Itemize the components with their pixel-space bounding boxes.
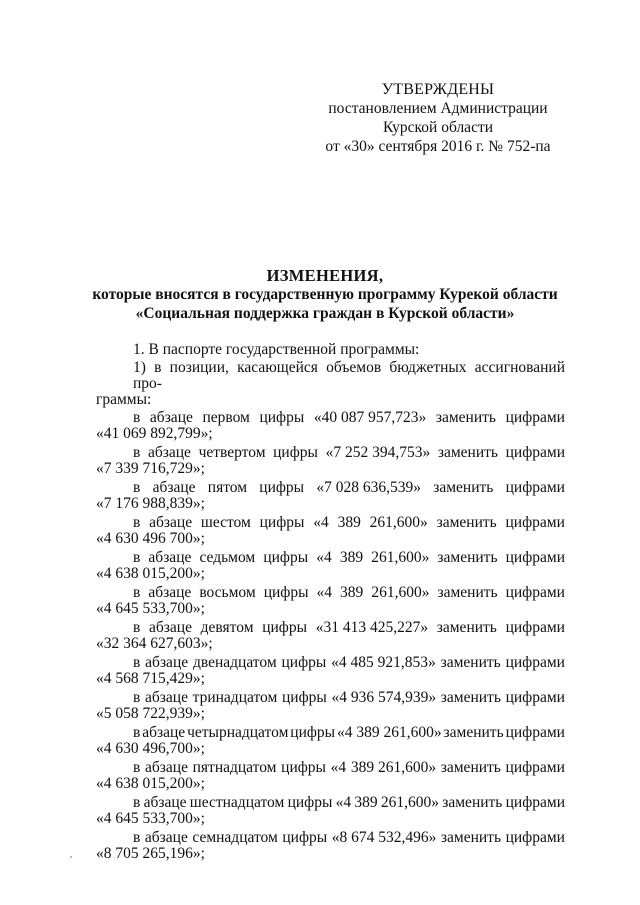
change-item-word: цифры [273,444,318,461]
list-item [96,795,565,827]
change-item-word: 389 [337,514,361,531]
change-item-word: цифрами [505,514,565,531]
change-item-word: в [133,479,141,496]
change-item-word: абзаце [149,514,193,531]
change-item-line [96,480,565,496]
change-item-word: заменить [440,689,501,706]
change-item-word: заменить [443,724,504,741]
change-item-word: двенадцатом [192,654,277,671]
list-item [96,550,565,582]
change-item-word: заменить [437,549,498,566]
list-item [96,585,565,617]
subsection-1-line-2: граммы: [96,391,152,408]
change-item-word: заменить [437,584,498,601]
change-item-word: цифры [281,654,327,671]
approval-line-1: постановлением Администрации [328,100,548,117]
change-item-word: пятнадцатом [192,759,277,776]
title-main: ИЗМЕНЕНИЯ, [266,266,384,285]
change-item-word: в [133,584,141,601]
approval-heading: УТВЕРЖДЕНЫ [381,81,495,98]
change-item-word: абзаце [145,689,188,706]
change-item-word: абзаце [147,444,191,461]
change-item-line [96,760,565,776]
title-line-1: которые вносятся в государственную программу Курекой области [92,286,558,303]
change-item-word: 261,600» [369,514,428,531]
change-item-word: «4 [335,794,352,811]
change-item-word: цифры [259,409,305,426]
change-item-word: «4 [330,759,347,776]
change-item-word: в [133,759,141,776]
change-item-word: в [133,689,141,706]
change-item-word: пятом [207,479,248,496]
change-item-word: цифры [263,549,309,566]
change-item-line [96,445,565,461]
list-item [96,725,565,757]
change-item-word: «31 413 425,227» [315,619,429,636]
change-item-word: абзаце [142,724,186,741]
change-item-word: цифрами [505,689,565,706]
change-item-word: цифрами [505,409,565,426]
approval-stamp [318,80,558,156]
change-item-word: цифры [282,829,328,846]
approval-line-3: от «30» сентября 2016 г. № 752-па [325,138,551,155]
change-item-line [96,585,565,601]
list-item [96,690,565,722]
change-item-value: «41 069 892,799»; [96,425,213,442]
change-item-word: цифрами [505,724,565,741]
list-item [96,515,565,547]
change-item-word: «4 [316,584,333,601]
change-item-word: цифрами [505,619,565,636]
change-item-word: в [133,619,141,636]
change-item-word: абзаце [149,409,193,426]
change-item-word: заменить [440,654,501,671]
change-item-word: цифрами [505,829,565,846]
change-item-word: седьмом [199,549,256,566]
change-item-word: цифры [259,514,305,531]
change-item-line [96,795,565,811]
change-item-line [96,620,565,636]
change-item-word: заменить [436,619,497,636]
change-item-value: «5 058 722,939»; [96,705,205,722]
list-item [96,760,565,792]
change-item-word: «4 [316,549,332,566]
change-item-word: абзаце [145,654,189,671]
change-item-value: «7 339 716,729»; [96,460,205,477]
change-item-word: цифры [290,724,336,741]
list-item [96,655,565,687]
change-item-value: «4 630 496,700»; [96,740,205,757]
change-item-word: цифры [281,759,326,776]
title-line-2: «Социальная поддержка граждан в Курской области» [135,305,515,322]
change-item-word: абзаце [144,829,188,846]
change-item-word: заменить [442,794,503,811]
change-item-line [96,830,565,846]
change-item-word: шестом [200,514,251,531]
change-item-word: цифрами [505,444,565,461]
change-item-word: заменить [437,444,498,461]
change-item-word: цифрами [505,479,565,496]
change-item-word: в [133,829,141,846]
change-item-word: четырнадцатом [187,724,289,741]
change-item-word: в [133,409,141,426]
change-item-word: «4 [313,514,329,531]
document-body [96,342,565,862]
change-item-word: в [133,724,141,741]
change-item-value: «4 638 015,200»; [96,565,205,582]
change-item-value: «4 645 533,700»; [96,600,205,617]
approval-line-2: Курской области [382,119,494,136]
change-item-word: абзаце [152,479,196,496]
change-item-value: «4 645 533,700»; [96,810,205,827]
change-item-word: абзаце [145,759,188,776]
change-item-word: заменить [433,479,494,496]
change-item-word: цифры [263,584,309,601]
change-item-word: тринадцатом [192,689,278,706]
change-item-word: «4 485 921,853» [331,654,436,671]
change-item-word: цифрами [505,584,565,601]
change-item-word: заменить [436,514,497,531]
change-item-word: цифры [262,619,307,636]
change-item-value: «4 568 715,429»; [96,670,205,687]
change-item-value: «4 638 015,200»; [96,775,205,792]
document-title [60,266,590,323]
change-item-word: 389 [340,584,364,601]
change-item-word: первом [202,409,250,426]
change-item-word: цифрами [505,759,565,776]
change-item-line [96,655,565,671]
change-item-word: «4 389 261,600» [337,724,442,741]
change-item-word: в [133,514,141,531]
list-item [96,830,565,862]
change-item-word: цифрами [505,549,565,566]
change-item-line [96,515,565,531]
change-item-word: в [133,654,141,671]
change-item-word: 389 [354,794,378,811]
change-item-word: «40 087 957,723» [313,409,427,426]
list-item [96,410,565,442]
change-item-word: семнадцатом [192,829,278,846]
change-item-word: «7 252 394,753» [325,444,431,461]
change-item-line [96,725,565,741]
change-item-line [96,410,565,426]
change-item-word: абзаце [148,549,192,566]
list-item [96,480,565,512]
change-item-value: «7 176 988,839»; [96,495,205,512]
change-item-word: восьмом [199,584,256,601]
change-item-word: девятом [200,619,254,636]
change-item-word: в [133,794,141,811]
change-item-word: 389 261,600» [350,759,437,776]
change-item-line [96,690,565,706]
subsection-1-line-1: 1) в позиции, касающейся объемов бюджетных ассигнований про- [133,359,565,392]
change-item-word: цифрами [505,794,565,811]
change-item-word: абзаце [143,794,187,811]
list-item [96,445,565,477]
change-item-word: в [133,444,141,461]
change-item-value: «4 630 496 700»; [96,530,205,547]
change-item-word: цифрами [505,654,565,671]
change-item-word: цифры [281,689,327,706]
change-item-word: заменить [440,829,502,846]
list-item [96,620,565,652]
change-item-word: в [133,549,141,566]
change-item-word: цифры [259,479,305,496]
change-item-word: «8 674 532,496» [331,829,437,846]
change-item-word: шестнадцатом [189,794,285,811]
change-item-word: 389 [339,549,364,566]
change-item-word: цифры [287,794,333,811]
change-item-word: абзаце [148,584,192,601]
change-item-word: заменить [440,759,501,776]
change-item-word: 261,600» [380,794,439,811]
change-item-value: «8 705 265,196»; [96,845,205,862]
change-item-word: «7 028 636,539» [316,479,421,496]
change-item-line [96,550,565,566]
change-item-word: 261,600» [371,584,430,601]
change-item-word: заменить [435,409,496,426]
change-item-word: 261,600» [371,549,430,566]
change-item-word: четвертом [198,444,266,461]
change-item-word: «4 936 574,939» [331,689,437,706]
change-items-list [96,410,565,862]
page-mark [70,856,72,858]
section-1-heading: 1. В паспорте государственной программы: [133,341,420,358]
change-item-value: «32 364 627,603»; [96,635,213,652]
change-item-word: абзаце [149,619,192,636]
